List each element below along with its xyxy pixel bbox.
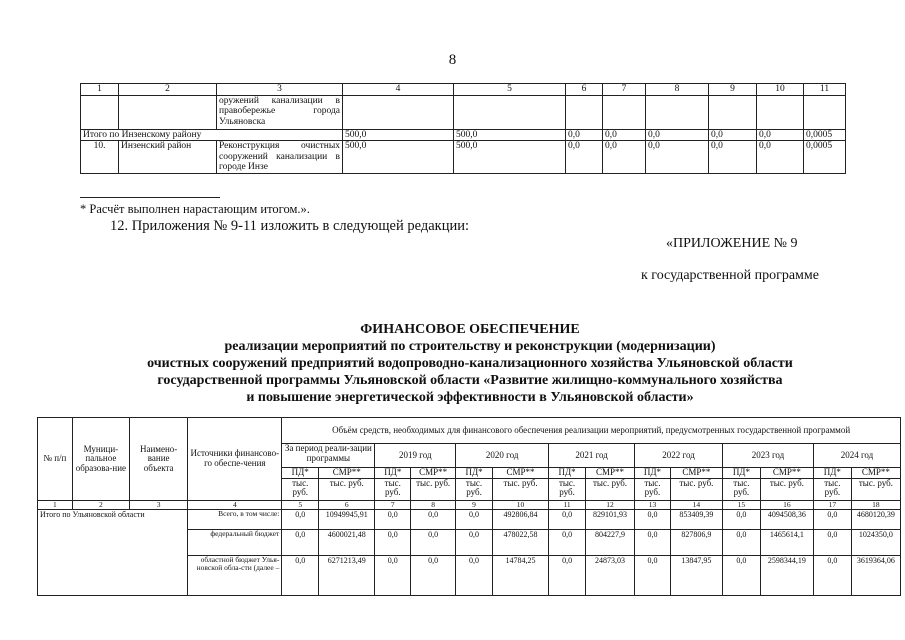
object-name: Реконструкция очистных сооружений канализации в городе Инзе bbox=[217, 141, 343, 174]
period-header: 2020 год bbox=[456, 444, 549, 468]
value-cell: 0,0 bbox=[282, 529, 319, 555]
value-cell: 0,0 bbox=[282, 555, 319, 595]
value-cell: 0,0 bbox=[757, 129, 804, 141]
col-num: 1 bbox=[38, 500, 73, 509]
col-num: 13 bbox=[635, 500, 671, 509]
value-cell: 10949945,91 bbox=[319, 509, 375, 529]
smr-header: СМР** bbox=[851, 468, 900, 479]
value-cell: 0,0 bbox=[411, 555, 456, 595]
continuation-table bbox=[80, 83, 846, 174]
period-header: 2021 год bbox=[549, 444, 635, 468]
value-cell: 13847,95 bbox=[670, 555, 722, 595]
source-label: федеральный бюджет bbox=[188, 529, 282, 555]
unit-label: тыс. руб. bbox=[456, 478, 493, 500]
pd-header: ПД* bbox=[549, 468, 586, 479]
value-cell: 0,0005 bbox=[804, 129, 846, 141]
value-cell: 500,0 bbox=[454, 141, 566, 174]
column-number-row bbox=[81, 84, 846, 96]
col-num: 10 bbox=[492, 500, 548, 509]
unit-label: тыс. руб. bbox=[375, 478, 411, 500]
value-cell: 0,0 bbox=[709, 141, 757, 174]
unit-label: тыс. руб. bbox=[851, 478, 900, 500]
value-cell: 6271213,49 bbox=[319, 555, 375, 595]
value-cell: 804227,9 bbox=[585, 529, 634, 555]
value-cell: 853409,39 bbox=[670, 509, 722, 529]
value-cell: 0,0 bbox=[549, 529, 586, 555]
unit-label: тыс. руб. bbox=[319, 478, 375, 500]
value-cell: 4600021,48 bbox=[319, 529, 375, 555]
header-num: № п/п bbox=[38, 418, 73, 501]
value-cell: 0,0 bbox=[375, 555, 411, 595]
value-cell: 0,0 bbox=[549, 555, 586, 595]
col-num: 16 bbox=[760, 500, 813, 509]
value-cell: 0,0 bbox=[635, 529, 671, 555]
unit-label: тыс. руб. bbox=[549, 478, 586, 500]
smr-header: СМР** bbox=[670, 468, 722, 479]
value-cell: 478022,58 bbox=[492, 529, 548, 555]
value-cell: 2598344,19 bbox=[760, 555, 813, 595]
row-number: 10. bbox=[81, 141, 119, 174]
value-cell: 492806,84 bbox=[492, 509, 548, 529]
value-cell: 0,0 bbox=[813, 509, 851, 529]
value-cell: 0,0 bbox=[456, 509, 493, 529]
value-cell: 4094508,36 bbox=[760, 509, 813, 529]
period-header: За период реали-зации программы bbox=[282, 444, 375, 468]
appendix-title: «ПРИЛОЖЕНИЕ № 9 bbox=[666, 236, 798, 251]
pd-header: ПД* bbox=[282, 468, 319, 479]
value-cell: 0,0 bbox=[722, 529, 760, 555]
period-header: 2022 год bbox=[635, 444, 723, 468]
col-num: 7 bbox=[603, 84, 646, 96]
value-cell: 829101,93 bbox=[585, 509, 634, 529]
document-subtitle: государственной программы Ульяновской области «Развитие жилищно-коммунального хозяйства bbox=[157, 373, 783, 388]
footnote-separator bbox=[80, 197, 220, 198]
header-object: Наимено-вание объекта bbox=[130, 418, 188, 501]
smr-header: СМР** bbox=[319, 468, 375, 479]
value-cell: 827806,9 bbox=[670, 529, 722, 555]
table-row bbox=[81, 141, 846, 174]
paragraph-item-12: 12. Приложения № 9-11 изложить в следующей редакции: bbox=[110, 218, 470, 234]
value-cell: 0,0 bbox=[411, 509, 456, 529]
col-num: 7 bbox=[375, 500, 411, 509]
unit-label: тыс. руб. bbox=[813, 478, 851, 500]
col-num: 10 bbox=[757, 84, 804, 96]
smr-header: СМР** bbox=[760, 468, 813, 479]
value-cell: 3619364,06 bbox=[851, 555, 900, 595]
value-cell: 24873,03 bbox=[585, 555, 634, 595]
header-volume: Объём средств, необходимых для финансового обеспечения реализации мероприятий, предусмотренных государственной программой bbox=[282, 418, 901, 444]
value-cell: 0,0 bbox=[722, 509, 760, 529]
col-num: 2 bbox=[119, 84, 217, 96]
col-num: 18 bbox=[851, 500, 900, 509]
value-cell: 0,0 bbox=[456, 529, 493, 555]
col-num: 3 bbox=[130, 500, 188, 509]
header-sources: Источники финансово-го обеспе-чения bbox=[188, 418, 282, 501]
value-cell: 0,0 bbox=[549, 509, 586, 529]
value-cell: 500,0 bbox=[343, 141, 454, 174]
value-cell: 1465614,1 bbox=[760, 529, 813, 555]
unit-label: тыс. руб. bbox=[492, 478, 548, 500]
value-cell: 0,0 bbox=[282, 509, 319, 529]
col-num: 14 bbox=[670, 500, 722, 509]
value-cell: 0,0 bbox=[603, 129, 646, 141]
smr-header: СМР** bbox=[411, 468, 456, 479]
col-num: 5 bbox=[282, 500, 319, 509]
source-label: областной бюджет Улья-новской обла-сти (далее – bbox=[188, 555, 282, 595]
table-row-total bbox=[38, 509, 901, 529]
unit-label: тыс. руб. bbox=[585, 478, 634, 500]
col-num: 1 bbox=[81, 84, 119, 96]
unit-label: тыс. руб. bbox=[282, 478, 319, 500]
col-num: 5 bbox=[454, 84, 566, 96]
col-num: 8 bbox=[411, 500, 456, 509]
table-row bbox=[81, 95, 846, 129]
unit-label: тыс. руб. bbox=[635, 478, 671, 500]
document-subtitle: реализации мероприятий по строительству и реконструкции (модернизации) bbox=[224, 339, 716, 354]
value-cell: 0,0005 bbox=[804, 141, 846, 174]
value-cell: 0,0 bbox=[709, 129, 757, 141]
value-cell: 0,0 bbox=[635, 509, 671, 529]
object-name-continued: оружений канализации в правобережье города Ульяновска bbox=[217, 95, 343, 129]
pd-header: ПД* bbox=[375, 468, 411, 479]
col-num: 9 bbox=[456, 500, 493, 509]
value-cell: 0,0 bbox=[813, 555, 851, 595]
header-municipal: Муници-пальное образова-ние bbox=[72, 418, 129, 501]
value-cell: 0,0 bbox=[813, 529, 851, 555]
period-header: 2019 год bbox=[375, 444, 456, 468]
value-cell: 4680120,39 bbox=[851, 509, 900, 529]
header-row bbox=[38, 418, 901, 444]
financing-table bbox=[37, 417, 901, 596]
value-cell: 0,0 bbox=[646, 129, 709, 141]
col-num: 15 bbox=[722, 500, 760, 509]
period-header: 2023 год bbox=[722, 444, 813, 468]
value-cell: 0,0 bbox=[566, 141, 603, 174]
source-label: Всего, в том числе: bbox=[188, 509, 282, 529]
pd-header: ПД* bbox=[722, 468, 760, 479]
unit-label: тыс. руб. bbox=[722, 478, 760, 500]
col-num: 17 bbox=[813, 500, 851, 509]
col-num: 4 bbox=[343, 84, 454, 96]
period-header: 2024 год bbox=[813, 444, 900, 468]
column-number-row bbox=[38, 500, 901, 509]
total-label: Итого по Ульяновской области bbox=[38, 509, 188, 595]
document-subtitle: очистных сооружений предприятий водопроводно-канализационного хозяйства Ульяновской области bbox=[147, 356, 793, 371]
value-cell: 0,0 bbox=[566, 129, 603, 141]
col-num: 11 bbox=[549, 500, 586, 509]
col-num: 12 bbox=[585, 500, 634, 509]
total-label: Итого по Инзенскому району bbox=[81, 129, 343, 141]
smr-header: СМР** bbox=[585, 468, 634, 479]
document-subtitle: и повышение энергетической эффективности в Ульяновской области» bbox=[246, 390, 694, 405]
value-cell: 0,0 bbox=[757, 141, 804, 174]
value-cell: 1024350,0 bbox=[851, 529, 900, 555]
document-title: ФИНАНСОВОЕ ОБЕСПЕЧЕНИЕ bbox=[360, 322, 580, 337]
unit-label: тыс. руб. bbox=[670, 478, 722, 500]
footnote: * Расчёт выполнен нарастающим итогом.». bbox=[80, 202, 310, 216]
value-cell: 0,0 bbox=[411, 529, 456, 555]
value-cell: 500,0 bbox=[454, 129, 566, 141]
pd-header: ПД* bbox=[635, 468, 671, 479]
col-num: 2 bbox=[72, 500, 129, 509]
value-cell: 0,0 bbox=[635, 555, 671, 595]
table-row-total bbox=[81, 129, 846, 141]
value-cell: 14784,25 bbox=[492, 555, 548, 595]
district-name: Инзенский район bbox=[119, 141, 217, 174]
col-num: 6 bbox=[566, 84, 603, 96]
col-num: 11 bbox=[804, 84, 846, 96]
value-cell: 0,0 bbox=[375, 529, 411, 555]
smr-header: СМР** bbox=[492, 468, 548, 479]
unit-label: тыс. руб. bbox=[760, 478, 813, 500]
pd-header: ПД* bbox=[456, 468, 493, 479]
appendix-subtitle: к государственной программе bbox=[641, 268, 819, 283]
value-cell: 0,0 bbox=[722, 555, 760, 595]
col-num: 4 bbox=[188, 500, 282, 509]
col-num: 3 bbox=[217, 84, 343, 96]
value-cell: 0,0 bbox=[646, 141, 709, 174]
value-cell: 0,0 bbox=[603, 141, 646, 174]
col-num: 8 bbox=[646, 84, 709, 96]
pd-header: ПД* bbox=[813, 468, 851, 479]
page-number: 8 bbox=[448, 52, 457, 68]
value-cell: 0,0 bbox=[375, 509, 411, 529]
unit-label: тыс. руб. bbox=[411, 478, 456, 500]
col-num: 6 bbox=[319, 500, 375, 509]
value-cell: 0,0 bbox=[456, 555, 493, 595]
col-num: 9 bbox=[709, 84, 757, 96]
value-cell: 500,0 bbox=[343, 129, 454, 141]
